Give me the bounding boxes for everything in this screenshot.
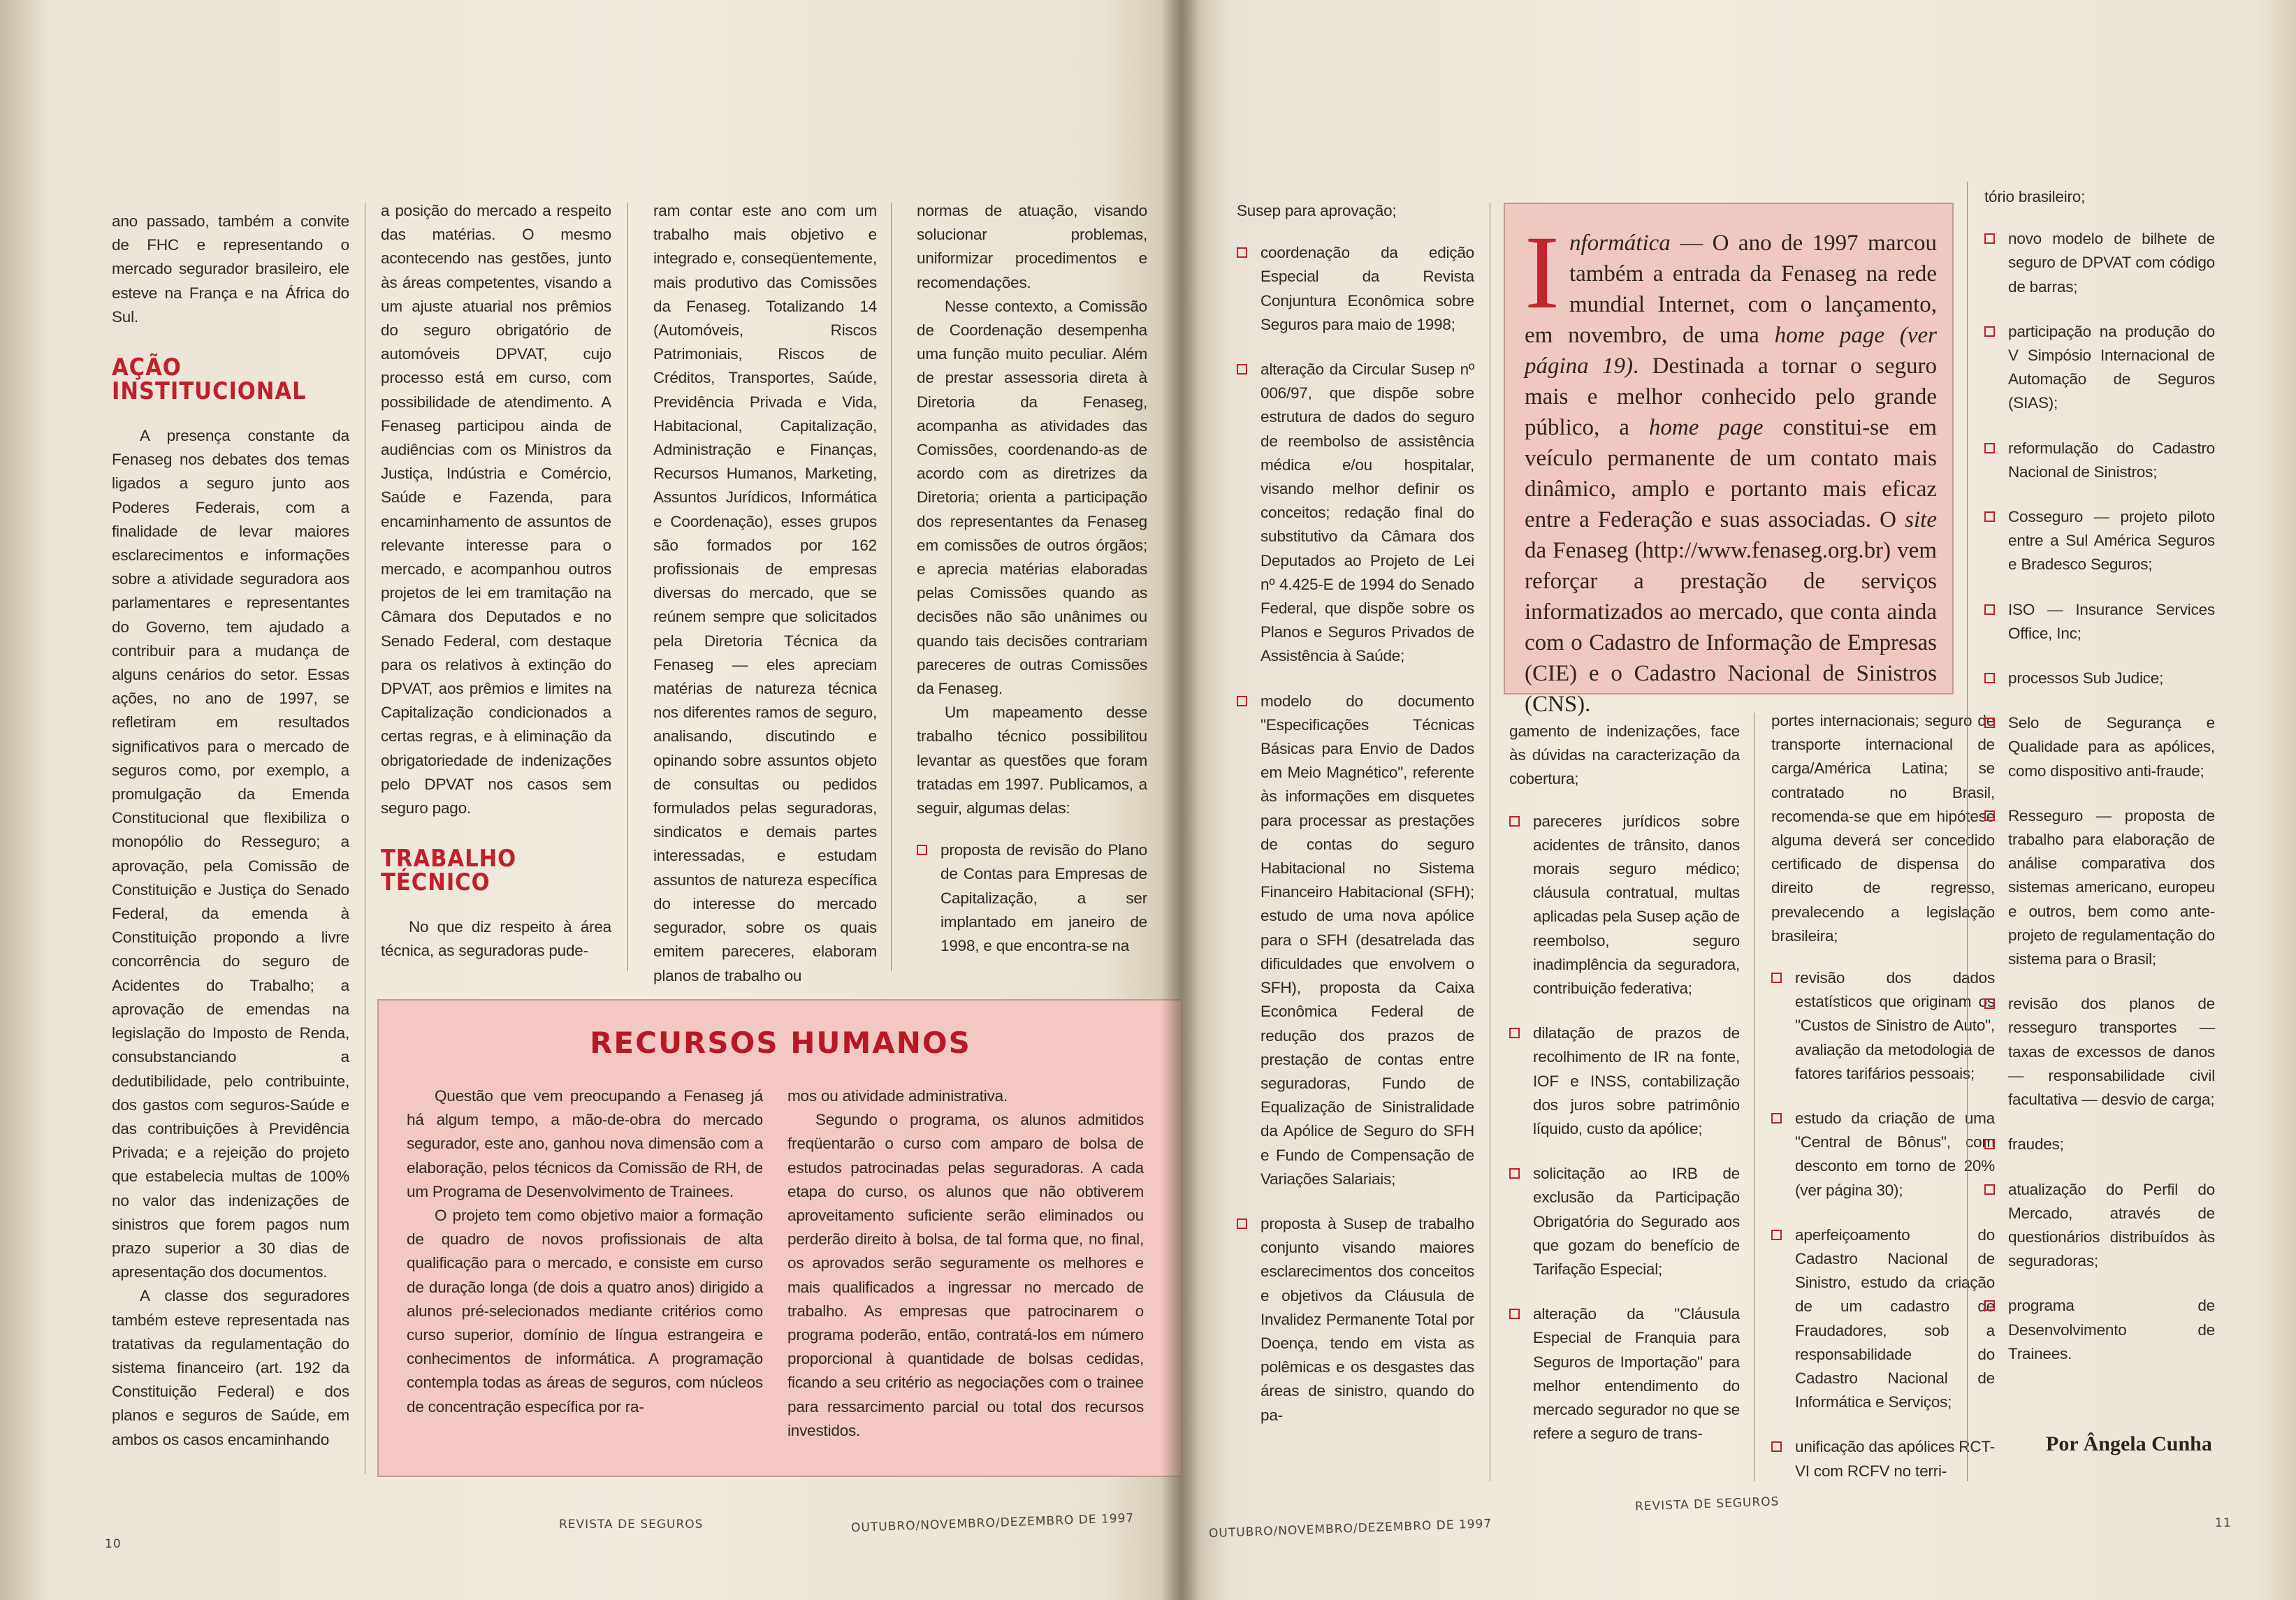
rh-col2-p2: Segundo o programa, os alunos admitidos freqüentarão o curso com amparo de bolsa de estudos patrocinadas pelas seguradoras. A cada etapa do curso, os alunos que não obtiverem aproveitamento suficiente serão eliminados ou perderão direito à bolsa, de tal forma que, no final, os aprovados serão seguramente os melhores e mais qualificados a ingressar no mercado de trabalho. As empresas que patrocinarem o programa poderão, então, contratá-los em número proporcional à quantidade de bolsas cedidas, ficando a seu critério as negociações com o trainee para ressarcimento parcial ou total dos recursos investidos. (787, 1111, 1144, 1439)
list-item: solicitação ao IRB de exclusão da Participação Obrigatória do Segurado aos que gozam do benefício de Tarifação Especial; (1509, 1162, 1740, 1281)
page-number-left: 10 (105, 1537, 122, 1551)
rh-col1-p2: O projeto tem como objetivo maior a formação de quadro de novos profissionais de alta qualificação para o mercado, e consiste em curso de duração longa (de dois a quatro anos) dirigido a alunos pré-selecionados mediante critérios como curso superior, domínio de língua estrangeira e conhecimentos de informática. A programação contempla todas as áreas de seguros, com núcleos de concentração específica por ra- (407, 1207, 763, 1416)
rh-col-1 (407, 1084, 763, 1419)
left-col-1 (112, 210, 349, 1452)
left-col1-para1: A presença constante da Fenaseg nos debates dos temas ligados a seguro junto aos Poderes Federais, com a finalidade de levar maiores esclarecimentos e informações sobre a atividade seguradora aos parlamentares e representantes do Governo, tem ajudado a contribuir para a mudança de alguns cenários do setor. Essas ações, no ano de 1997, se refletiram em resultados significativos para o mercado de seguros como, por exemplo, a promulgação da Emenda Constitucional que flexibiliza o monopólio do Resseguro; a aprovação, pela Comissão de Constituição e Justiça do Senado Federal, da emenda à Constituição propondo a livre concorrência do seguro de Acidentes do Trabalho; a aprovação de emendas na legislação do Imposto de Renda, consubstanciando a dedutibilidade, pelo contribuinte, dos gastos com seguros-Saúde e das contribuições à Previdência Privada; e a rejeição do projeto que estabelecia multas de 100% no valor das indenizações de sinistros que forem pagos num prazo superior a 30 dias de apresentação dos documentos. (112, 427, 349, 1281)
list-item: novo modelo de bilhete de seguro de DPVAT com código de barras; (1984, 227, 2215, 299)
informatica-text: Informática — O ano de 1997 marcou também a entrada da Fenaseg na rede mundial Internet, com o lançamento, em novembro, de uma home page (ver página 19). Destinada a tornar o seguro mais e melhor conhecido pelo grande público, a home page constitui-se em veículo permanente de um contato mais dinâmico, amplo e portanto mais eficaz entre a Federação e suas associadas. O site da Fenaseg (http://www.fenaseg.org.br) vem reforçar a prestação de serviços informatizados ao mercado, que conta ainda com o Cadastro de Informação de Empresas (CIE) e o Cadastro Nacional de Sinistros (CNS). (1525, 214, 1937, 717)
list-item: estudo da criação de uma "Central de Bônus", com desconto em torno de 20% (ver página 30); (1771, 1107, 1995, 1202)
list-item: pareceres jurídicos sobre acidentes de trânsito, danos morais seguro médico; cláusula contratual, multas aplicadas pela Susep ação de reembolso, seguro inadimplência da seguradora, contribuição federativa; (1509, 810, 1740, 1001)
list-item: reformulação do Cadastro Nacional de Sinistros; (1984, 437, 2215, 484)
recursos-humanos-title: RECURSOS HUMANOS (590, 1026, 971, 1060)
left-col4-para3: Um mapeamento desse trabalho técnico possibilitou levantar as questões que foram tratadas em 1997. Publicamos, a seguir, algumas delas: (917, 704, 1147, 817)
list-item: dilatação de prazos de recolhimento de IR na fonte, IOF e INSS, contabilização dos juros sobre patrimônio líquido, custo da apólice; (1509, 1021, 1740, 1141)
right-col-3 (1771, 709, 1995, 1504)
right-col3-intro: portes internacionais; seguro de transporte internacional de carga/América Latina; se contratado no Brasil, recomenda-se que em hipótese alguma deverá ser concedido certificado de dispensa do direito de regresso, prevalecendo a legislação brasileira; (1771, 712, 1995, 945)
list-item: proposta de revisão do Plano de Contas para Empresas de Capitalização, a ser implantado em janeiro de 1998, e que encontra-se na (917, 838, 1147, 958)
footer-magazine-left: REVISTA DE SEGUROS (559, 1518, 704, 1532)
footer-magazine-right: REVISTA DE SEGUROS (1634, 1494, 1780, 1514)
right-col-4 (1984, 185, 2215, 1387)
list-item: unificação das apólices RCT-VI com RCFV no terri- (1771, 1435, 1995, 1483)
left-col-2 (381, 199, 611, 963)
list-item: coordenação da edição Especial da Revista Conjuntura Econômica sobre Seguros para maio de 1998; (1237, 241, 1474, 337)
list-item: alteração da "Cláusula Especial de Franquia para Seguros de Importação" para melhor entendimento do mercado segurador no que se refere a seguro de trans- (1509, 1302, 1740, 1446)
left-col2-para1: a posição do mercado a respeito das matérias. O mesmo acontecendo nas gestões, junto às áreas competentes, visando a um ajuste atuarial nos prêmios do seguro obrigatório de automóveis DPVAT, cujo processo está em curso, com possibilidade de atendimento. A Fenaseg participou ainda de audiências com os Ministros da Justiça, Indústria e Comércio, Saúde e Fazenda, para encaminhamento de assuntos de relevante interesse para o mercado, e acompanhou outros projetos de lei em tramitação na Câmara dos Deputados e no Senado Federal, com destaque para os relativos à extinção do DPVAT, aos prêmios e limites na Capitalização condicionados a certas regras, e à eliminação da obrigatoriedade de indenizações pelo DPVAT nos casos sem seguro pago. (381, 202, 611, 817)
left-col-4 (917, 199, 1147, 979)
author-signature: Por Ângela Cunha (2046, 1432, 2212, 1455)
list-item: revisão dos planos de resseguro transportes — taxas de excessos de danos — responsabilidade civil facultativa — desvio de carga; (1984, 992, 2215, 1112)
list-item: programa de Desenvolvimento de Trainees. (1984, 1294, 2215, 1366)
heading-trabalho-tecnico: TRABALHO TÉCNICO (381, 845, 517, 897)
list-item: participação na produção do V Simpósio Internacional de Automação de Seguros (SIAS); (1984, 320, 2215, 416)
right-col2-intro: gamento de indenizações, face às dúvidas na caracterização da cobertura; (1509, 722, 1740, 788)
column-rule (1967, 182, 1968, 1481)
left-col1-intro: ano passado, também a convite de FHC e representando o mercado segurador brasileiro, ele esteve na França e na África do Sul. (112, 212, 349, 326)
recursos-humanos-box (377, 999, 1184, 1477)
left-col3-para1: ram contar este ano com um trabalho mais objetivo e integrado e, conseqüentemente, mais produtivo das Comissões da Fenaseg. Totalizando 14 (Automóveis, Riscos Patrimoniais, Riscos de Créditos, Transportes, Saúde, Previdência Privada e Vida, Habitacional, Capitalização, Administração e Finanças, Recursos Humanos, Marketing, Assuntos Jurídicos, Informática e Coordenação), esses grupos são formados por 162 profissionais de empresas diversas do mercado, que se reúnem sempre que solicitados pela Diretoria Técnica da Fenaseg — eles apreciam matérias de natureza técnica nos diferentes ramos de seguro, analisando, discutindo e opinando sobre assuntos objeto de consultas ou pedidos formulados pelas seguradoras, sindicatos e demais partes interessadas, e estudam assuntos de natureza específica do interesse do mercado segurador, sobre os quais emitem pareceres, elaboram planos de trabalho ou (653, 202, 877, 984)
list-item: Resseguro — proposta de trabalho para elaboração de análise comparativa dos sistemas americano, europeu e outros, bem como ante-projeto de regulamentação do sistema para o Brasil; (1984, 804, 2215, 971)
list-item: alteração da Circular Susep nº 006/97, que dispõe sobre estrutura de dados do seguro de reembolso de assistência médica e/ou hospitalar, visando melhor definir os conceitos; redação final do substitutivo da Câmara dos Deputados ao Projeto de Lei nº 4.425-E de 1994 do Senado Federal, que dispõe sobre os Planos e Seguros Privados de Assistência à Saúde; (1237, 358, 1474, 669)
list-item: Cosseguro — projeto piloto entre a Sul América Seguros e Bradesco Seguros; (1984, 505, 2215, 577)
right-col2-bullets (1509, 810, 1740, 1446)
right-col1-intro: Susep para aprovação; (1237, 202, 1397, 219)
footer-date-left: OUTUBRO/NOVEMBRO/DEZEMBRO DE 1997 (850, 1511, 1135, 1536)
page-number-right: 11 (2215, 1516, 2232, 1530)
list-item: atualização do Perfil do Mercado, através de questionários distribuídos às seguradoras; (1984, 1178, 2215, 1274)
informatica-box (1504, 203, 1954, 717)
right-col4-bullets (1984, 227, 2215, 1366)
right-col-2 (1509, 720, 1740, 1467)
column-rule (627, 203, 628, 971)
list-item: processos Sub Judice; (1984, 667, 2215, 690)
list-item: ISO — Insurance Services Office, Inc; (1984, 598, 2215, 646)
heading-acao-institucional: AÇÃO INSTITUCIONAL (112, 354, 307, 406)
list-item: aperfeiçoamento do Cadastro Nacional de Sinistro, estudo da criação de um cadastro de Fraudadores, sob a responsabilidade do Cadastro Nacional de Informática e Serviços; (1771, 1223, 1995, 1415)
list-item: proposta à Susep de trabalho conjunto visando maiores esclarecimentos dos conceitos e objetivos da Cláusula de Invalidez Permanente Total por Doença, tendo em vista as polêmicas e os desgastes das áreas de sinistro, quando do pa- (1237, 1212, 1474, 1427)
list-item: Selo de Segurança e Qualidade para as apólices, como dispositivo anti-fraude; (1984, 711, 2215, 783)
rh-col-2 (787, 1084, 1144, 1443)
informatica-lead: nformática (1569, 231, 1671, 256)
list-item: fraudes; (1984, 1133, 2215, 1156)
footer-date-right: OUTUBRO/NOVEMBRO/DEZEMBRO DE 1997 (1208, 1516, 1492, 1541)
left-col4-para1: normas de atuação, visando solucionar problemas, uniformizar procedimentos e recomendações. (917, 202, 1147, 291)
list-item: revisão dos dados estatísticos que originam os "Custos de Sinistro de Auto", avaliação da metodologia de fatores tarifários pessoais; (1771, 966, 1995, 1086)
left-col2-para2: No que diz respeito à área técnica, as seguradoras pude- (381, 918, 611, 960)
rh-col1-p1: Questão que vem preocupando a Fenaseg já há algum tempo, a mão-de-obra do mercado segurador, este ano, ganhou nova dimensão com a elaboração, pelos técnicos da Comissão de RH, de um Programa de Desenvolvimento de Trainees. (407, 1087, 763, 1200)
column-rule (891, 203, 892, 971)
left-col1-para2: A classe dos seguradores também esteve representada nas tratativas da regulamentação do sistema financeiro (art. 192 da Constituição Federal) e dos planos e seguros de Saúde, em ambos os casos encaminhando (112, 1287, 349, 1448)
drop-cap: I (1525, 214, 1560, 330)
left-col4-para2: Nesse contexto, a Comissão de Coordenação desempenha uma função muito peculiar. Além de prestar assessoria direta à Diretoria da Fenaseg, acompanha as atividades das Comissões, coordenando-as de acordo com as diretrizes da Diretoria; orienta a participação dos representantes da Fenaseg em comissões de outros órgãos; e aprecia matérias elaboradas pelas Comissões quando as decisões não são unânimes ou quando tais decisões contrariam pareceres de outras Comissões da Fenaseg. (917, 297, 1147, 698)
right-col3-bullets (1771, 966, 1995, 1483)
rh-col2-p1: mos ou atividade administrativa. (787, 1087, 1008, 1105)
list-item: modelo do documento "Especificações Técnicas Básicas para Envio de Dados em Meio Magnético", referente às informações em disquetes para processar as prestações de contas do seguro Habitacional no Sistema Financeiro Habitacional (SFH); estudo de uma nova apólice para o SFH (desatrelada das dificuldades que envolvem o SFH), proposta da Caixa Econômica Federal de redução dos prazos de prestação de contas entre seguradoras, Fundo de Equalização de Sinistralidade da Apólice de Seguro do SFH e Fundo de Compensação de Variações Salariais; (1237, 690, 1474, 1191)
right-col4-intro: tório brasileiro; (1984, 188, 2086, 205)
right-col1-bullets (1237, 241, 1474, 1427)
left-col4-bullets (917, 838, 1147, 958)
binding-gutter (1161, 0, 1200, 1600)
left-col-3 (653, 199, 877, 988)
right-col-1 (1237, 199, 1474, 1448)
